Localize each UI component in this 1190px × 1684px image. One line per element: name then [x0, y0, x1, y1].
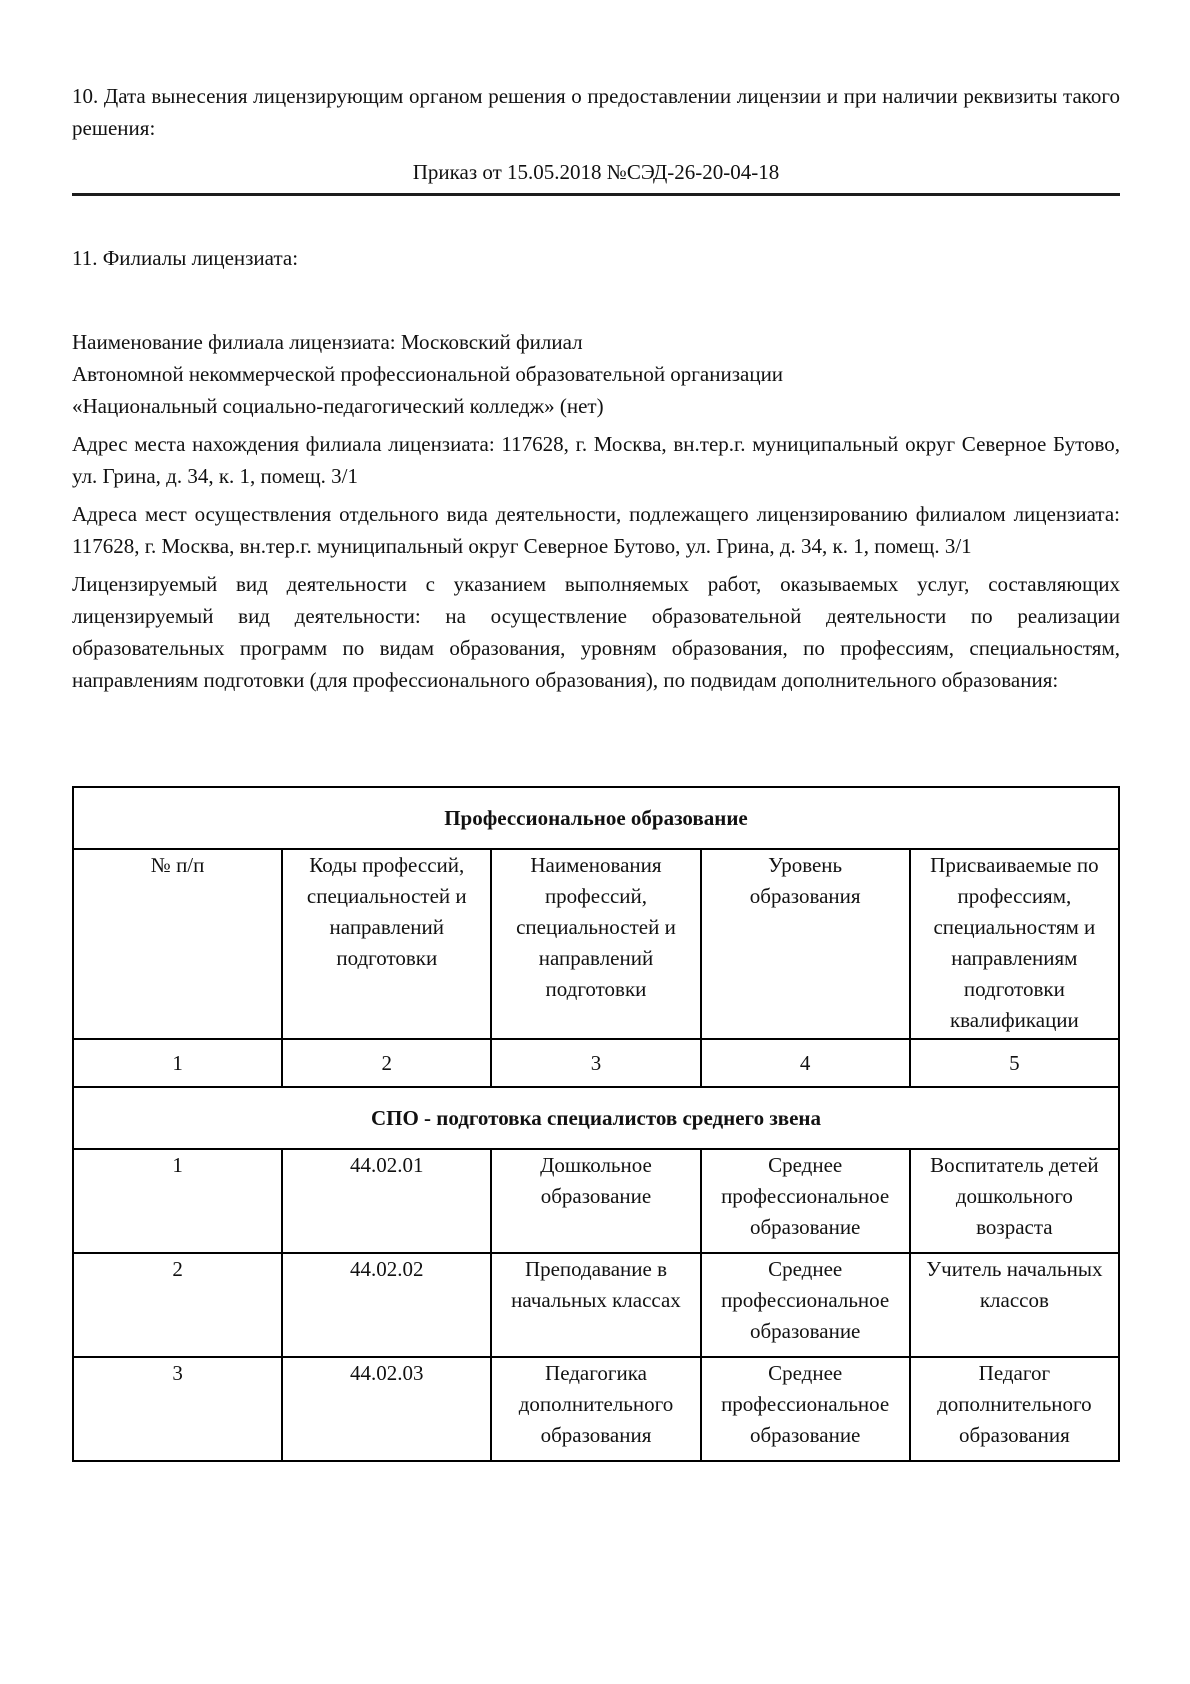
table-cell: Дошкольное образование — [491, 1149, 700, 1253]
column-number-cell: 2 — [282, 1039, 491, 1087]
table-header-row — [73, 849, 1119, 1039]
branch-name-line: Автономной некоммерческой профессиональной образовательной организации — [72, 362, 784, 386]
branch-name-paragraph — [72, 326, 1120, 422]
header-cell-names: Наименования профессий, специальностей и направлений подготовки — [491, 849, 700, 1039]
table-cell: 44.02.01 — [282, 1149, 491, 1253]
section-header-row — [73, 1087, 1119, 1149]
section-header-cell: СПО - подготовка специалистов среднего звена — [73, 1087, 1119, 1149]
table-title-row — [73, 787, 1119, 849]
table-cell: Педагогика дополнительного образования — [491, 1357, 700, 1461]
table-row — [73, 1357, 1119, 1461]
table-cell: Среднее профессиональное образование — [701, 1149, 910, 1253]
table-cell: Среднее профессиональное образование — [701, 1253, 910, 1357]
table-cell: Учитель начальных классов — [910, 1253, 1119, 1357]
table-cell: Педагог дополнительного образования — [910, 1357, 1119, 1461]
table-cell: 44.02.03 — [282, 1357, 491, 1461]
item-10-decision-value: Приказ от 15.05.2018 №СЭД-26-20-04-18 — [412, 160, 780, 184]
professional-education-table — [72, 786, 1120, 1462]
header-cell-codes: Коды профессий, специальностей и направлений подготовки — [282, 849, 491, 1039]
branch-name-line: «Национальный социально-педагогический колледж» (нет) — [72, 394, 604, 418]
table-row — [73, 1253, 1119, 1357]
column-numbers-row — [73, 1039, 1119, 1087]
licensed-activity-paragraph: Лицензируемый вид деятельности с указанием выполняемых работ, оказываемых услуг, составляющих лицензируемый вид деятельности: на осуществление образовательной деятельности по реализации образовательных программ по видам образования, уровням образования, по профессиям, специальностям, направлениям подготовки (для профессионального образования), по подвидам дополнительного образования: — [72, 572, 1120, 692]
table-row — [73, 1149, 1119, 1253]
branch-name-line: Наименование филиала лицензиата: Московский филиал — [72, 330, 583, 354]
item-11-heading: 11. Филиалы лицензиата: — [72, 246, 299, 270]
table-cell: Среднее профессиональное образование — [701, 1357, 910, 1461]
item-10-paragraph: 10. Дата вынесения лицензирующим органом решения о предоставлении лицензии и при наличии реквизиты такого решения: — [72, 84, 1120, 140]
table-cell: 44.02.02 — [282, 1253, 491, 1357]
table-cell: 2 — [73, 1253, 282, 1357]
table-title: Профессиональное образование — [73, 787, 1119, 849]
activity-addresses-paragraph: Адреса мест осуществления отдельного вида деятельности, подлежащего лицензированию филиалом лицензиата: 117628, г. Москва, вн.тер.г. муниципальный округ Северное Бутово, ул. Грина, д. 34, к. 1, помещ. 3/1 — [72, 502, 1120, 558]
table-cell: 1 — [73, 1149, 282, 1253]
column-number-cell: 1 — [73, 1039, 282, 1087]
column-number-cell: 3 — [491, 1039, 700, 1087]
table-cell: 3 — [73, 1357, 282, 1461]
header-cell-qualifications: Присваиваемые по профессиям, специальностям и направлениям подготовки квалификации — [910, 849, 1119, 1039]
branch-address-paragraph: Адрес места нахождения филиала лицензиата: 117628, г. Москва, вн.тер.г. муниципальный округ Северное Бутово, ул. Грина, д. 34, к. 1, помещ. 3/1 — [72, 432, 1120, 488]
table-cell: Воспитатель детей дошкольного возраста — [910, 1149, 1119, 1253]
column-number-cell: 5 — [910, 1039, 1119, 1087]
table-cell: Преподавание в начальных классах — [491, 1253, 700, 1357]
header-cell-level: Уровень образования — [701, 849, 910, 1039]
decision-underline-rule — [72, 193, 1120, 196]
column-number-cell: 4 — [701, 1039, 910, 1087]
header-cell-number: № п/п — [73, 849, 282, 1039]
